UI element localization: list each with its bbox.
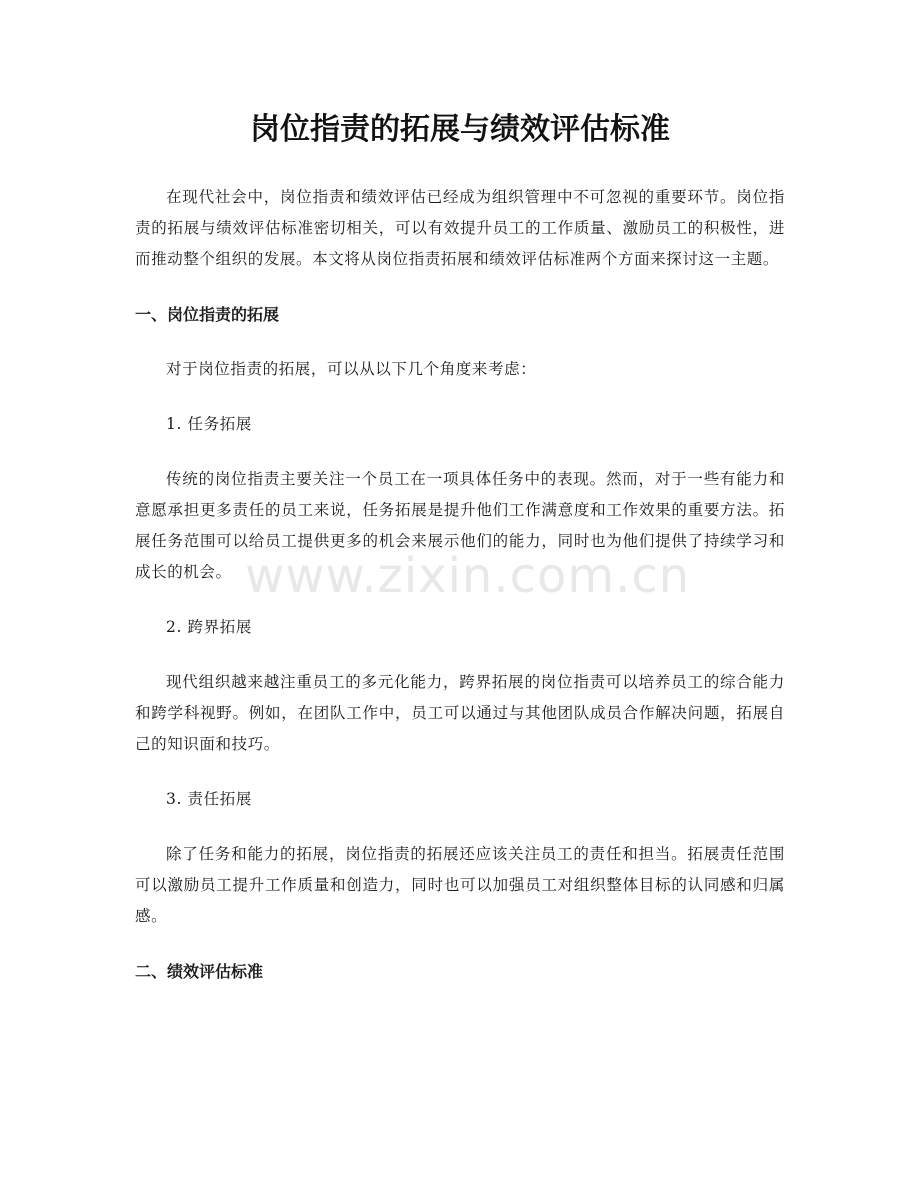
document-title: 岗位指责的拓展与绩效评估标准: [250, 112, 670, 147]
document-body: [135, 182, 785, 1011]
subheading-task: 1. 任务拓展: [166, 415, 252, 433]
subheading-responsibility: 3. 责任拓展: [166, 790, 252, 808]
subheading-crossover: 2. 跨界拓展: [166, 618, 252, 636]
section-1-intro: 对于岗位指责的拓展，可以从以下几个角度来考虑：: [166, 360, 537, 378]
intro-paragraph: 在现代社会中，岗位指责和绩效评估已经成为组织管理中不可忽视的重要环节。岗位指责的拓展与绩效评估标准密切相关，可以有效提升员工的工作质量、激励员工的积极性，进而推动整个组织的发展。本文将从岗位指责拓展和绩效评估标准两个方面来探讨这一主题。: [135, 188, 785, 268]
paragraph-responsibility: 除了任务和能力的拓展，岗位指责的拓展还应该关注员工的责任和担当。拓展责任范围可以激励员工提升工作质量和创造力，同时也可以加强员工对组织整体目标的认同感和归属感。: [135, 845, 785, 925]
section-heading-1: 一、岗位指责的拓展: [135, 305, 280, 324]
paragraph-task: 传统的岗位指责主要关注一个员工在一项具体任务中的表现。然而，对于一些有能力和意愿承担更多责任的员工来说，任务拓展是提升他们工作满意度和工作效果的重要方法。拓展任务范围可以给员工提供更多的机会来展示他们的能力，同时也为他们提供了持续学习和成长的机会。: [135, 470, 785, 581]
section-heading-2: 二、绩效评估标准: [135, 962, 264, 981]
paragraph-crossover: 现代组织越来越注重员工的多元化能力，跨界拓展的岗位指责可以培养员工的综合能力和跨学科视野。例如，在团队工作中，员工可以通过与其他团队成员合作解决问题，拓展自己的知识面和技巧。: [135, 673, 785, 753]
watermark: www.zixin.com.cn: [245, 548, 691, 604]
